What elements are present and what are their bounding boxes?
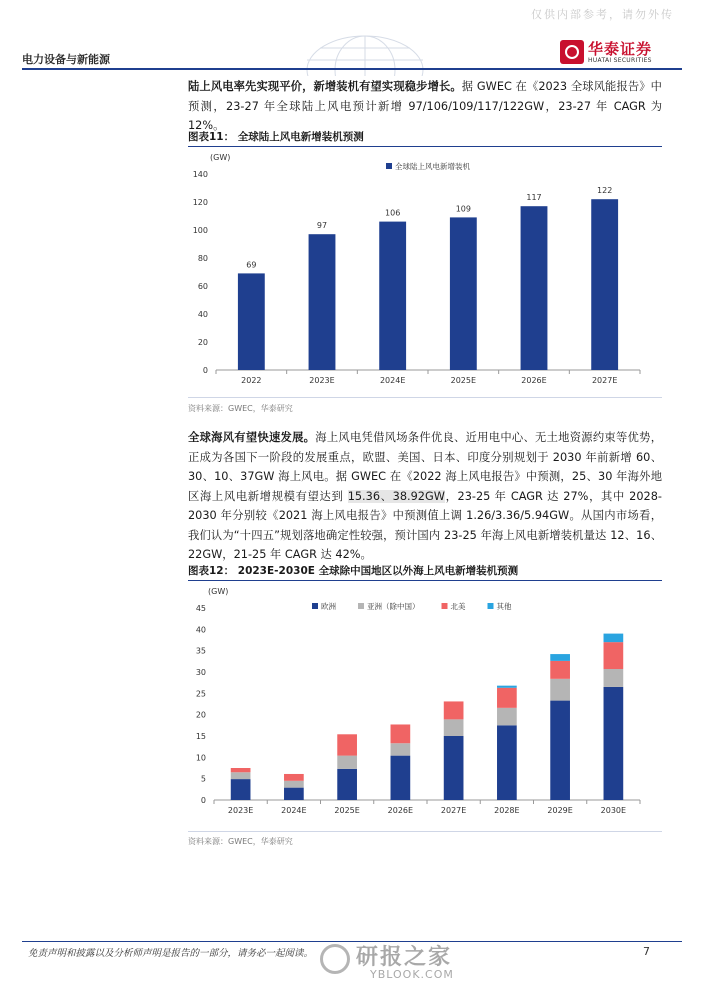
y-tick-label: 100 bbox=[192, 226, 208, 235]
paragraph-offshore-lead: 全球海风有望快速发展。 bbox=[188, 431, 316, 444]
logo-subtext: HUATAI SECURITIES bbox=[588, 57, 652, 64]
bar-1-2028E bbox=[497, 708, 517, 725]
x-tick-label: 2025E bbox=[334, 806, 360, 815]
y-tick-label: 35 bbox=[195, 646, 206, 656]
bar-1-2023E bbox=[231, 772, 251, 779]
bar-0-2029E bbox=[550, 701, 570, 800]
y-tick-label: 25 bbox=[195, 689, 206, 699]
huatai-logo bbox=[560, 40, 680, 66]
bar-3-2028E bbox=[497, 686, 517, 688]
bar-0-2023E bbox=[231, 779, 251, 800]
data-label: 69 bbox=[246, 260, 257, 270]
x-tick-label: 2027E bbox=[440, 806, 467, 815]
bar-2-2026E bbox=[391, 724, 411, 743]
section-name: 电力设备与新能源 bbox=[22, 53, 110, 66]
bar-2-2028E bbox=[497, 688, 517, 708]
y-tick-label: 80 bbox=[197, 254, 208, 263]
logo-text: 华泰证券 bbox=[588, 40, 653, 58]
paragraph-onshore bbox=[188, 77, 662, 136]
bar-2-2029E bbox=[550, 661, 570, 679]
y-tick-label: 120 bbox=[192, 198, 208, 207]
bar-1-2024E bbox=[284, 781, 304, 788]
bar-0-2023E bbox=[309, 234, 336, 370]
paragraph-offshore-body-a: 海上风电凭借风场条件优良、近用电中心、无土地资源约束等优势，正成为各国下一阶段的发展重点，欧盟、美国、日本、印度分别规划于 2030 年前新增 60、30、10、37GW 海上风电。据 GWEC 在《2022 海上风电报告》中预测，25、30 年海外地区海上风电新增规模有望达到 bbox=[188, 431, 662, 503]
legend-swatch bbox=[386, 163, 392, 169]
huatai-logo-icon bbox=[560, 40, 584, 64]
data-label: 122 bbox=[597, 186, 613, 196]
y-tick-label: 60 bbox=[197, 282, 208, 291]
bar-2-2025E bbox=[337, 734, 357, 755]
paragraph-onshore-body: 据 GWEC 在《2023 全球风能报告》中预测，23-27 年全球陆上风电预计新增 97/106/109/117/122GW，23-27 年 CAGR 为 12%。 bbox=[188, 80, 662, 132]
figure-12-title: 图表12： 2023E-2030E 全球除中国地区以外海上风电新增装机预测 bbox=[188, 565, 519, 577]
figure-11-title: 图表11： 全球陆上风电新增装机预测 bbox=[188, 131, 364, 143]
bar-1-2027E bbox=[444, 719, 464, 736]
x-tick-label: 2025E bbox=[450, 376, 477, 385]
bar-1-2029E bbox=[550, 679, 570, 701]
paragraph-offshore-body-b: ，23-25 年 CAGR 达 27%，其中 2028-2030 年分别较《2021 海上风电报告》中预测值上调 1.26/3.36/5.94GW。从国内市场看，我们认为“十四五”规划落地确定性较强，预计国内 23-25 年海上风电新增装机量达 12、16、22GW，21-25 年 CAGR 达 42%。 bbox=[188, 489, 663, 561]
header-rule bbox=[22, 68, 682, 70]
y-tick-label: 140 bbox=[192, 170, 208, 179]
bar-0-2025E bbox=[337, 769, 357, 800]
x-tick-label: 2026E bbox=[521, 376, 547, 385]
figure-12-rule bbox=[188, 580, 662, 581]
bar-2-2024E bbox=[284, 774, 304, 781]
bar-3-2029E bbox=[550, 654, 570, 661]
bar-0-2024E bbox=[379, 222, 406, 370]
bar-2-2027E bbox=[444, 701, 464, 719]
bar-0-2030E bbox=[604, 687, 624, 800]
figure-11-bottom-rule bbox=[188, 397, 662, 398]
y-tick-label: 20 bbox=[195, 710, 206, 720]
bar-0-2028E bbox=[497, 725, 517, 800]
x-tick-label: 2023E bbox=[227, 806, 254, 815]
legend-swatch bbox=[488, 603, 494, 609]
bar-3-2030E bbox=[604, 634, 624, 643]
x-tick-label: 2028E bbox=[494, 806, 520, 815]
legend-swatch bbox=[442, 603, 448, 609]
legend-label: 全球陆上风电新增装机 bbox=[395, 162, 470, 171]
bar-0-2027E bbox=[591, 199, 618, 370]
yblook-logo-icon bbox=[320, 944, 350, 974]
y-tick-label: 45 bbox=[195, 604, 206, 613]
y-tick-label: 5 bbox=[200, 774, 206, 784]
legend-swatch bbox=[312, 603, 318, 609]
bar-0-2025E bbox=[450, 217, 477, 370]
legend-label: 其他 bbox=[496, 602, 512, 611]
bar-1-2030E bbox=[604, 669, 624, 687]
data-label: 117 bbox=[526, 193, 542, 203]
y-tick-label: 40 bbox=[197, 310, 208, 319]
yblook-watermark bbox=[320, 940, 470, 986]
x-tick-label: 2024E bbox=[379, 376, 406, 385]
data-label: 106 bbox=[385, 208, 401, 218]
x-tick-label: 2022 bbox=[241, 376, 262, 385]
figure-12-source: 资料来源：GWEC，华泰研究 bbox=[188, 837, 293, 846]
y-tick-label: 40 bbox=[195, 625, 206, 635]
watermark-url: YBLOOK.COM bbox=[370, 968, 454, 981]
legend-label: 北美 bbox=[450, 602, 466, 611]
y-unit-label: (GW) bbox=[210, 153, 231, 162]
bar-0-2027E bbox=[444, 736, 464, 800]
bar-2-2030E bbox=[604, 642, 624, 669]
y-tick-label: 10 bbox=[195, 753, 206, 763]
paragraph-offshore-highlight: 15.36、38.92GW bbox=[347, 489, 445, 503]
bar-0-2024E bbox=[284, 788, 304, 800]
y-tick-label: 0 bbox=[202, 366, 208, 375]
x-tick-label: 2027E bbox=[591, 376, 618, 385]
y-tick-label: 15 bbox=[195, 732, 206, 741]
bar-1-2026E bbox=[391, 743, 411, 755]
figure-11-source: 资料来源：GWEC，华泰研究 bbox=[188, 404, 293, 413]
bar-1-2025E bbox=[337, 756, 357, 769]
y-tick-label: 20 bbox=[197, 338, 208, 347]
y-tick-label: 30 bbox=[195, 668, 206, 677]
y-tick-label: 0 bbox=[200, 796, 206, 805]
offshore-stacked-bar-chart bbox=[188, 582, 662, 830]
figure-12-bottom-rule bbox=[188, 831, 662, 832]
confidential-watermark: 仅供内部参考，请勿外传 bbox=[531, 8, 674, 21]
bar-0-2026E bbox=[521, 206, 548, 370]
onshore-bar-chart bbox=[188, 148, 662, 396]
legend-label: 亚洲（除中国） bbox=[367, 602, 420, 611]
figure-11-rule bbox=[188, 146, 662, 147]
x-tick-label: 2026E bbox=[387, 806, 414, 815]
data-label: 109 bbox=[455, 204, 471, 214]
bar-0-2022 bbox=[238, 273, 265, 370]
x-tick-label: 2023E bbox=[309, 376, 335, 385]
data-label: 97 bbox=[316, 221, 328, 231]
disclaimer: 免责声明和披露以及分析师声明是报告的一部分，请务必一起阅读。 bbox=[28, 948, 314, 959]
page-number: 7 bbox=[643, 945, 650, 958]
paragraph-offshore bbox=[188, 428, 662, 565]
legend-swatch bbox=[358, 603, 364, 609]
bar-2-2023E bbox=[231, 768, 251, 772]
legend-label: 欧洲 bbox=[321, 602, 336, 611]
bar-0-2026E bbox=[391, 756, 411, 800]
x-tick-label: 2024E bbox=[281, 806, 307, 815]
x-tick-label: 2029E bbox=[547, 806, 573, 815]
watermark-title: 研报之家 bbox=[356, 945, 453, 970]
paragraph-onshore-lead: 陆上风电率先实现平价，新增装机有望实现稳步增长。 bbox=[188, 80, 462, 93]
x-tick-label: 2030E bbox=[600, 806, 627, 815]
y-unit-label: (GW) bbox=[208, 587, 229, 596]
